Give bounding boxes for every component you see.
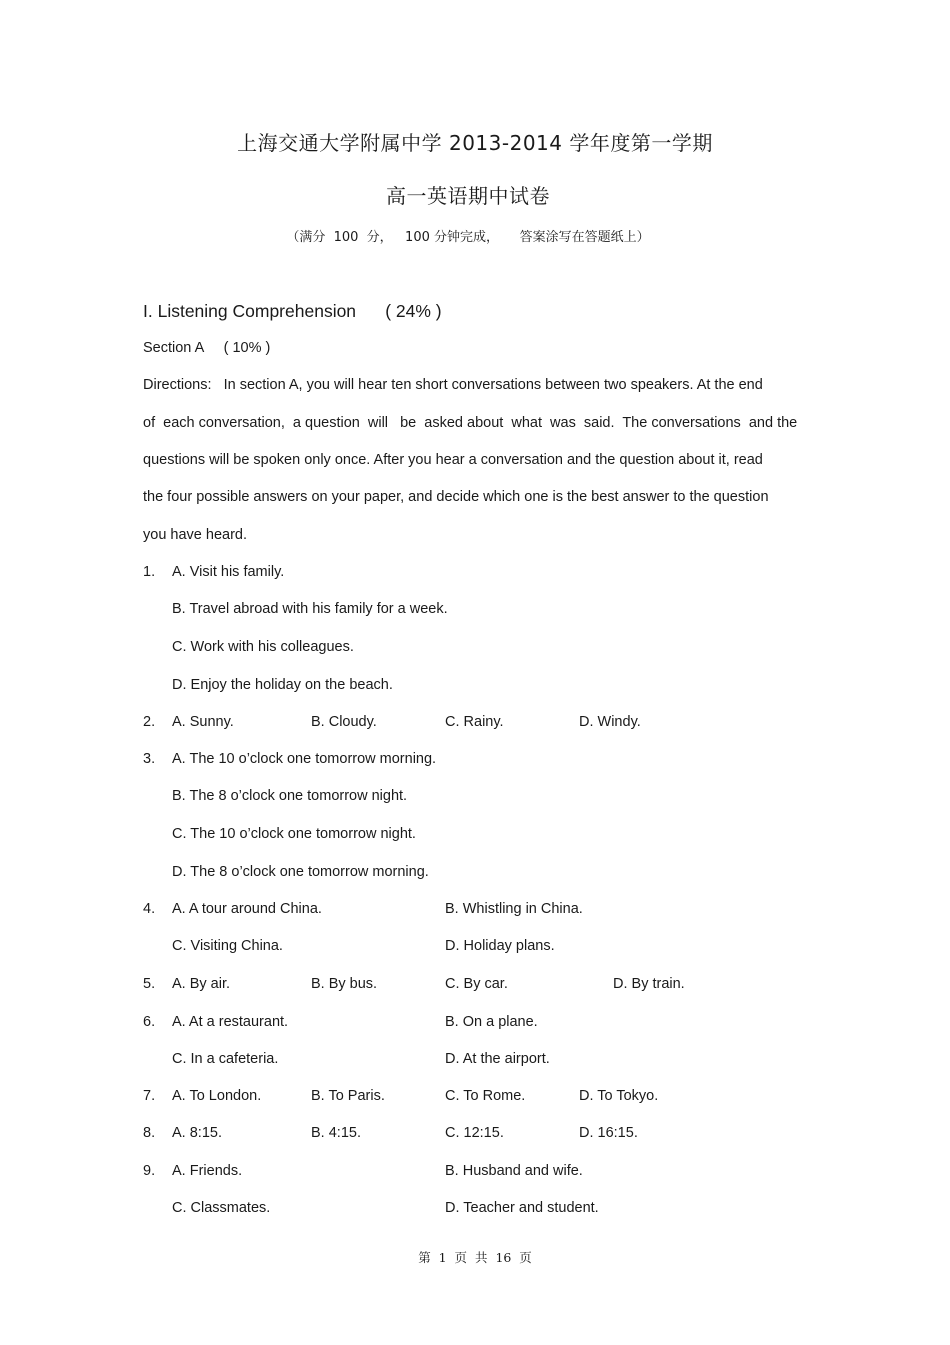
- exam-title: 上海交通大学附属中学 2013-2014 学年度第一学期: [237, 131, 713, 155]
- page-number: 第 1 页 共 16 页: [418, 1250, 532, 1265]
- option-b: B. Husband and wife.: [445, 1163, 583, 1179]
- option-a: A. Friends.: [172, 1163, 243, 1179]
- option-a: A. To London.: [172, 1088, 262, 1104]
- section-a-title: Section A ( 10% ): [143, 340, 271, 356]
- question-number: 7.: [143, 1088, 156, 1104]
- question-number: 5.: [143, 976, 156, 992]
- directions-line: the four possible answers on your paper, and decide which one is the best answer to the question: [143, 489, 769, 505]
- option-a: A. Sunny.: [172, 714, 234, 730]
- option-c: C. To Rome.: [445, 1088, 526, 1104]
- question-number: 1.: [143, 564, 156, 580]
- option-d: D. Teacher and student.: [445, 1200, 599, 1216]
- option-d: D. Enjoy the holiday on the beach.: [172, 677, 393, 693]
- option-a: A. Visit his family.: [172, 564, 285, 580]
- directions-line: questions will be spoken only once. After you hear a conversation and the question about it, read: [143, 452, 763, 468]
- option-c: C. Visiting China.: [172, 938, 283, 954]
- exam-subtitle: 高一英语期中试卷: [386, 184, 550, 208]
- question-number: 2.: [143, 714, 156, 730]
- question-number: 3.: [143, 751, 156, 767]
- option-d: D. At the airport.: [445, 1051, 550, 1067]
- option-c: C. 12:15.: [445, 1125, 504, 1141]
- option-a: A. 8:15.: [172, 1125, 222, 1141]
- question-number: 8.: [143, 1125, 156, 1141]
- directions-line: of each conversation, a question will be asked about what was said. The conversations and the: [143, 415, 798, 431]
- option-b: B. The 8 o’clock one tomorrow night.: [172, 788, 408, 804]
- option-b: B. 4:15.: [311, 1125, 361, 1141]
- question-number: 6.: [143, 1014, 156, 1030]
- option-b: B. By bus.: [311, 976, 378, 992]
- option-a: A. A tour around China.: [172, 901, 322, 917]
- option-d: D. By train.: [613, 976, 685, 992]
- option-c: C. Work with his colleagues.: [172, 639, 354, 655]
- directions-line: Directions: In section A, you will hear ten short conversations between two speakers. At the end: [143, 377, 763, 393]
- option-c: C. Rainy.: [445, 714, 504, 730]
- section-title: I. Listening Comprehension ( 24% ): [143, 301, 442, 321]
- option-a: A. By air.: [172, 976, 231, 992]
- option-d: D. The 8 o’clock one tomorrow morning.: [172, 864, 429, 880]
- option-a: A. The 10 o’clock one tomorrow morning.: [172, 751, 437, 767]
- option-c: C. Classmates.: [172, 1200, 271, 1216]
- option-d: D. Holiday plans.: [445, 938, 555, 954]
- question-number: 9.: [143, 1163, 156, 1179]
- option-b: B. Cloudy.: [311, 714, 377, 730]
- option-b: B. Whistling in China.: [445, 901, 583, 917]
- option-b: B. Travel abroad with his family for a week.: [172, 601, 448, 617]
- option-d: D. Windy.: [579, 714, 641, 730]
- option-c: C. By car.: [445, 976, 508, 992]
- option-c: C. The 10 o’clock one tomorrow night.: [172, 826, 416, 842]
- option-a: A. At a restaurant.: [172, 1014, 289, 1030]
- directions-line: you have heard.: [143, 527, 247, 543]
- exam-note: （满分 100 分， 100 分钟完成， 答案涂写在答题纸上）: [286, 230, 650, 245]
- option-b: B. To Paris.: [311, 1088, 385, 1104]
- option-d: D. 16:15.: [579, 1125, 638, 1141]
- question-number: 4.: [143, 901, 156, 917]
- option-b: B. On a plane.: [445, 1014, 538, 1030]
- option-d: D. To Tokyo.: [579, 1088, 659, 1104]
- option-c: C. In a cafeteria.: [172, 1051, 279, 1067]
